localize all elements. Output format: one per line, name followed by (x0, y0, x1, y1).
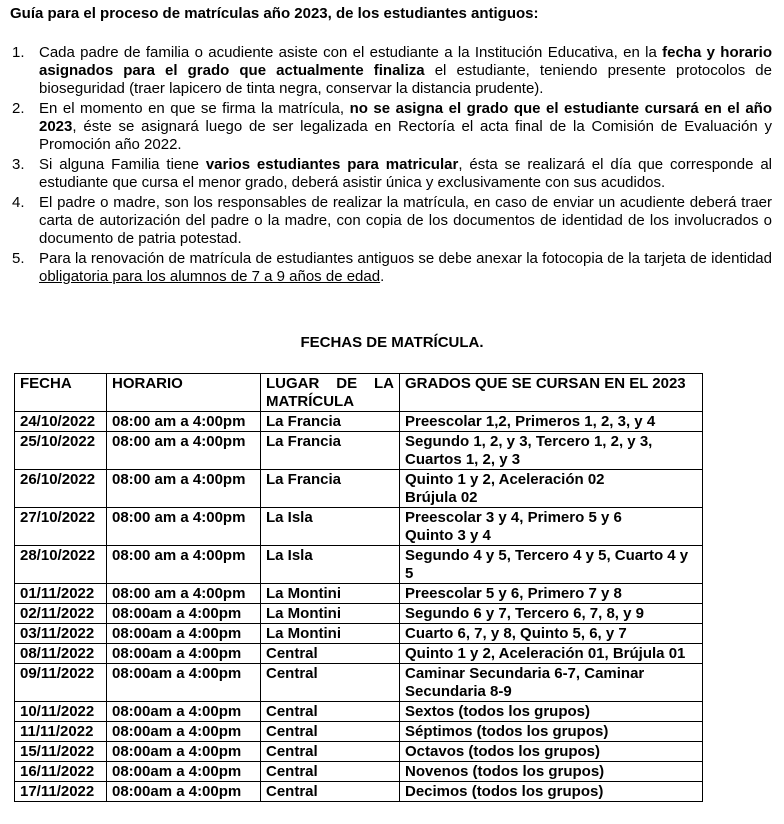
cell-location: Central (261, 782, 400, 802)
cell-location: Central (261, 742, 400, 762)
cell-schedule: 08:00 am a 4:00pm (107, 432, 261, 470)
table-row (15, 644, 703, 664)
cell-grades: Cuarto 6, 7, y 8, Quinto 5, 6, y 7 (400, 624, 703, 644)
cell-location: La Isla (261, 546, 400, 584)
cell-grades: Preescolar 5 y 6, Primero 7 y 8 (400, 584, 703, 604)
cell-location: La Montini (261, 624, 400, 644)
cell-schedule: 08:00am a 4:00pm (107, 644, 261, 664)
cell-grades: Quinto 1 y 2, Aceleración 02 Brújula 02 (400, 470, 703, 508)
cell-location: Central (261, 644, 400, 664)
table-row (15, 470, 703, 508)
table-row (15, 508, 703, 546)
cell-location: La Isla (261, 508, 400, 546)
cell-grades: Séptimos (todos los grupos) (400, 722, 703, 742)
column-header-schedule: HORARIO (107, 374, 261, 412)
table-row (15, 584, 703, 604)
cell-location: Central (261, 762, 400, 782)
cell-date: 15/11/2022 (15, 742, 107, 762)
table-row (15, 624, 703, 644)
cell-date: 24/10/2022 (15, 412, 107, 432)
cell-schedule: 08:00 am a 4:00pm (107, 584, 261, 604)
cell-location: Central (261, 722, 400, 742)
cell-grades: Preescolar 3 y 4, Primero 5 y 6 Quinto 3 y 4 (400, 508, 703, 546)
cell-date: 17/11/2022 (15, 782, 107, 802)
cell-schedule: 08:00 am a 4:00pm (107, 412, 261, 432)
column-header-location: LUGAR DE LA MATRÍCULA (261, 374, 400, 412)
cell-schedule: 08:00am a 4:00pm (107, 702, 261, 722)
cell-date: 01/11/2022 (15, 584, 107, 604)
cell-location: La Francia (261, 432, 400, 470)
cell-location: La Montini (261, 584, 400, 604)
cell-location: La Francia (261, 412, 400, 432)
cell-location: La Francia (261, 470, 400, 508)
cell-grades: Decimos (todos los grupos) (400, 782, 703, 802)
guide-list (10, 44, 772, 288)
cell-date: 28/10/2022 (15, 546, 107, 584)
cell-grades: Novenos (todos los grupos) (400, 762, 703, 782)
cell-grades: Quinto 1 y 2, Aceleración 01, Brújula 01 (400, 644, 703, 664)
cell-schedule: 08:00am a 4:00pm (107, 782, 261, 802)
cell-schedule: 08:00 am a 4:00pm (107, 546, 261, 584)
guide-item: 2. En el momento en que se firma la matrícula, no se asigna el grado que el estudiante cursará en el año 2023, éste se asignará luego de ser legalizada en Rectoría el acta final de la Comisión de Evaluación y Promoción año 2022. (12, 100, 772, 153)
cell-grades: Segundo 6 y 7, Tercero 6, 7, 8, y 9 (400, 604, 703, 624)
cell-schedule: 08:00am a 4:00pm (107, 604, 261, 624)
enrollment-dates-table (14, 373, 703, 802)
guide-item: 3. Si alguna Familia tiene varios estudiantes para matricular, ésta se realizará el día que corresponde al estudiante que cursa el menor grado, deberá asistir única y exclusivamente con sus acudidos. (12, 156, 772, 191)
table-row (15, 762, 703, 782)
cell-grades: Octavos (todos los grupos) (400, 742, 703, 762)
cell-date: 27/10/2022 (15, 508, 107, 546)
table-row (15, 664, 703, 702)
cell-location: Central (261, 664, 400, 702)
guide-item: 5. Para la renovación de matrícula de estudiantes antiguos se debe anexar la fotocopia de la tarjeta de identidad obligatoria para los alumnos de 7 a 9 años de edad. (12, 250, 772, 285)
cell-date: 16/11/2022 (15, 762, 107, 782)
table-row (15, 412, 703, 432)
table-row (15, 782, 703, 802)
cell-date: 10/11/2022 (15, 702, 107, 722)
cell-date: 08/11/2022 (15, 644, 107, 664)
table-body (15, 412, 703, 802)
table-row (15, 604, 703, 624)
column-header-grades: GRADOS QUE SE CURSAN EN EL 2023 (400, 374, 703, 412)
cell-schedule: 08:00am a 4:00pm (107, 624, 261, 644)
cell-schedule: 08:00am a 4:00pm (107, 742, 261, 762)
cell-location: La Montini (261, 604, 400, 624)
table-row (15, 702, 703, 722)
cell-date: 02/11/2022 (15, 604, 107, 624)
cell-schedule: 08:00am a 4:00pm (107, 664, 261, 702)
section-title: FECHAS DE MATRÍCULA. (300, 334, 484, 351)
guide-item: 1. Cada padre de familia o acudiente asiste con el estudiante a la Institución Educativa, en la fecha y horario asignados para el grado que actualmente finaliza el estudiante, teniendo presente protocolos de bioseguridad (traer lapicero de tinta negra, conservar la distancia prudente). (12, 44, 772, 97)
cell-schedule: 08:00am a 4:00pm (107, 762, 261, 782)
cell-date: 03/11/2022 (15, 624, 107, 644)
cell-grades: Segundo 1, 2, y 3, Tercero 1, 2, y 3, Cuartos 1, 2, y 3 (400, 432, 703, 470)
cell-schedule: 08:00 am a 4:00pm (107, 470, 261, 508)
table-row (15, 432, 703, 470)
cell-grades: Caminar Secundaria 6-7, Caminar Secundaria 8-9 (400, 664, 703, 702)
column-header-date: FECHA (15, 374, 107, 412)
cell-grades: Preescolar 1,2, Primeros 1, 2, 3, y 4 (400, 412, 703, 432)
cell-grades: Sextos (todos los grupos) (400, 702, 703, 722)
cell-date: 11/11/2022 (15, 722, 107, 742)
cell-location: Central (261, 702, 400, 722)
cell-schedule: 08:00am a 4:00pm (107, 722, 261, 742)
table-header-row (15, 374, 703, 412)
table-row (15, 742, 703, 762)
guide-item: 4. El padre o madre, son los responsables de realizar la matrícula, en caso de enviar un acudiente deberá traer carta de autorización del padre o la madre, con copia de los documentos de identidad de los involucrados o documento de patria potestad. (12, 194, 772, 247)
table-row (15, 546, 703, 584)
cell-date: 26/10/2022 (15, 470, 107, 508)
cell-date: 25/10/2022 (15, 432, 107, 470)
cell-date: 09/11/2022 (15, 664, 107, 702)
document-title: Guía para el proceso de matrículas año 2023, de los estudiantes antiguos: (10, 5, 539, 22)
table-row (15, 722, 703, 742)
cell-schedule: 08:00 am a 4:00pm (107, 508, 261, 546)
cell-grades: Segundo 4 y 5, Tercero 4 y 5, Cuarto 4 y 5 (400, 546, 703, 584)
